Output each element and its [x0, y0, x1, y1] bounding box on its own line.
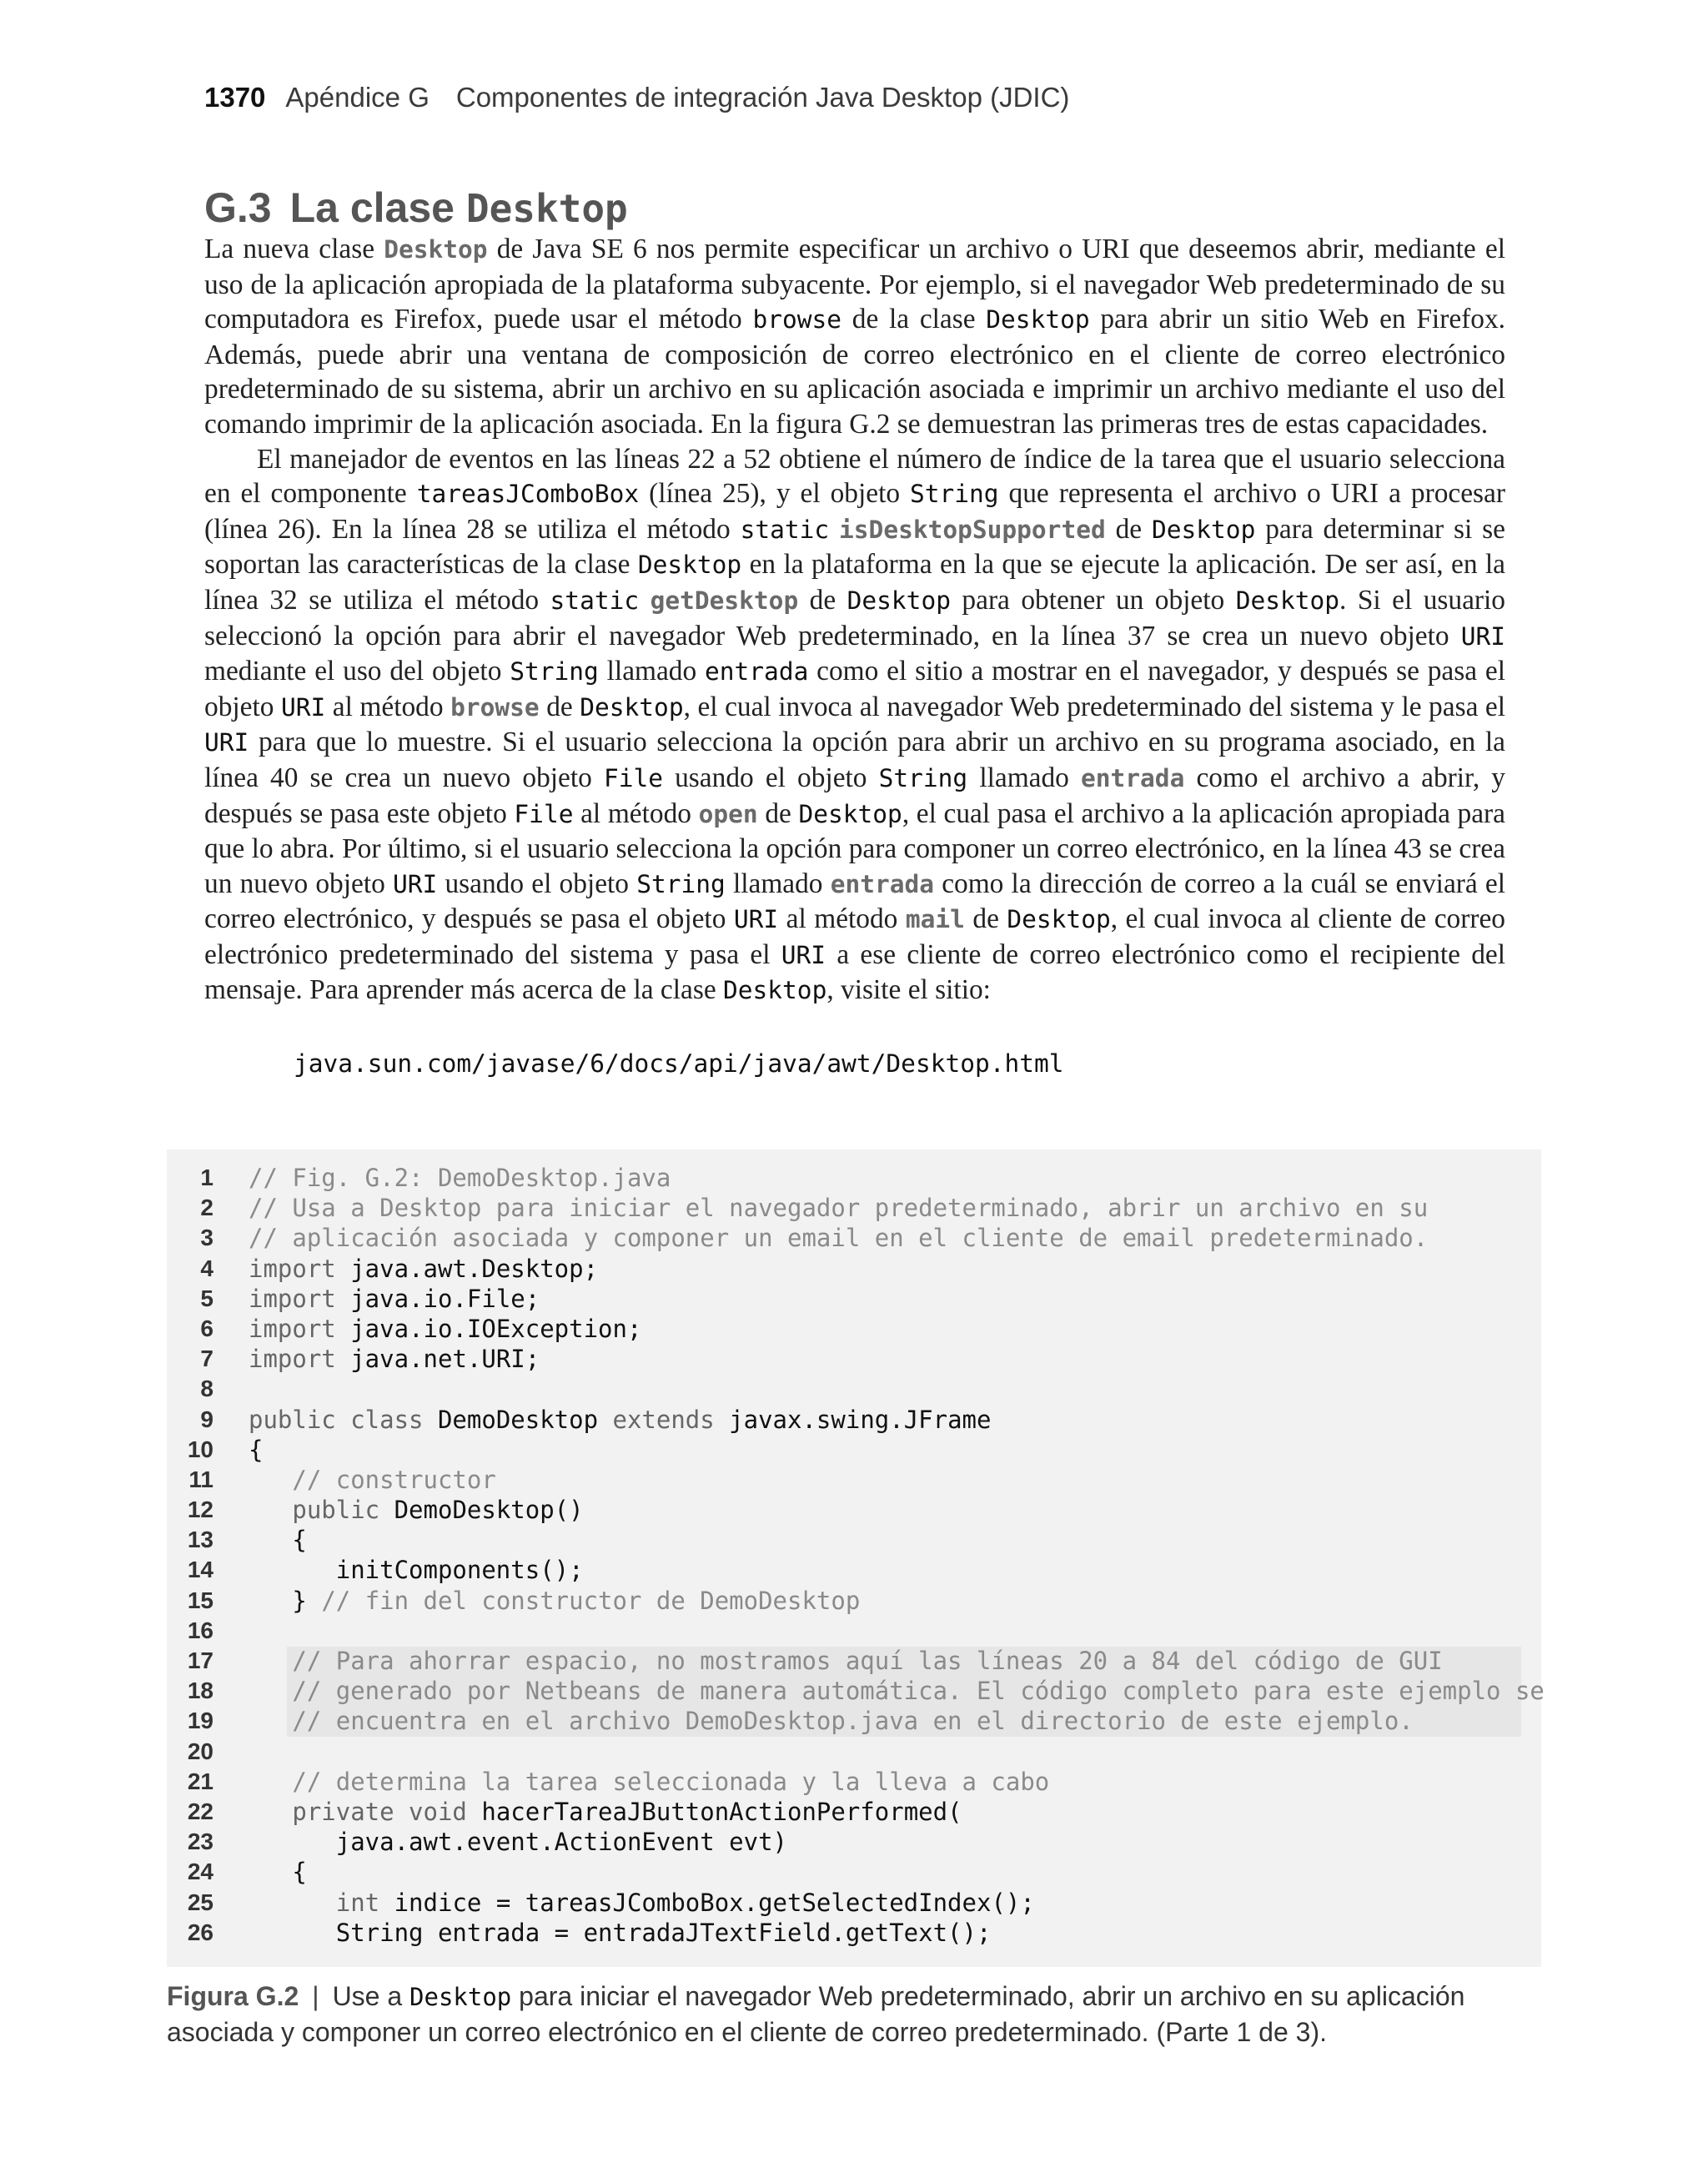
caption-text-after: para iniciar el navegador Web predeterminado, abrir un archivo en su aplicación asociada y componer un correo electrónico en el cliente de correo predeterminado. (Parte 1 de 3).: [167, 1981, 1465, 2047]
inline-code: Desktop: [580, 692, 684, 722]
code-line: [167, 1676, 1545, 1706]
code-line: [167, 1857, 1541, 1887]
reference-url: java.sun.com/javase/6/docs/api/java/awt/Desktop.html: [294, 1049, 1064, 1078]
text-run: al método: [573, 797, 699, 829]
code-line: [167, 1314, 1541, 1344]
text-run: llamado: [725, 868, 831, 899]
inline-code: String: [510, 657, 599, 687]
inline-code: Desktop: [798, 799, 902, 828]
caption-separator: |: [312, 1981, 319, 2011]
code-comment: // Para ahorrar espacio, no mostramos aquí las líneas 20 a 84 del código de GUI: [249, 1647, 1443, 1675]
code-comment: // aplicación asociada y componer un email en el cliente de email predeterminado.: [249, 1224, 1429, 1253]
code-plain: {: [249, 1858, 307, 1887]
section-title-code: Desktop: [465, 186, 628, 231]
text-run: para que lo muestre. Si el usuario selecciona la opción para abrir un archivo en su programa asociado, en la línea 40 se crea un nuevo objeto: [204, 727, 1505, 793]
code-line: [167, 1435, 1541, 1465]
code-plain: indice = tareasJComboBox.getSelectedIndex();: [379, 1888, 1035, 1917]
code-line: [167, 1465, 1541, 1495]
code-comment: // determina la tarea seleccionada y la lleva a cabo: [249, 1767, 1050, 1796]
line-number: 24: [187, 1859, 214, 1885]
code-plain: hacerTareaJButtonActionPerformed(: [466, 1797, 962, 1826]
code-line: [167, 1706, 1541, 1736]
section-heading: [204, 184, 628, 232]
code-text: [249, 1888, 1035, 1918]
code-line: [167, 1827, 1541, 1857]
inline-code: Desktop: [846, 586, 951, 615]
highlighted-code: browse: [450, 692, 540, 722]
text-run: , el cual invoca al cliente de correo electrónico predeterminado del sistema y pasa el: [204, 903, 1505, 970]
highlighted-code: entrada: [830, 869, 935, 898]
line-number: 7: [200, 1346, 214, 1372]
code-line: [167, 1254, 1541, 1284]
code-line: [167, 1193, 1541, 1223]
figure-caption: [167, 1979, 1535, 2050]
code-text: [249, 1223, 1428, 1253]
code-line: [167, 1797, 1541, 1827]
code-keyword: private void: [249, 1797, 467, 1826]
line-number: 15: [187, 1587, 214, 1613]
inline-code: Desktop: [1235, 586, 1340, 615]
text-run: que representa el archivo o URI a procesar (línea 26). En la línea 28 se utiliza el método: [204, 478, 1505, 545]
text-run: para abrir un sitio Web en Firefox. Además, puede abrir una ventana de composición de correo electrónico en el cliente de correo electrónico predeterminado de su sistema, abrir un archivo en su aplicación asociada e imprimir un archivo mediante el uso del comando imprimir de la aplicación asociada. En la figura G.2 se demuestran las primeras tres de estas capacidades.: [204, 304, 1505, 440]
body-paragraph: [204, 232, 1505, 442]
code-comment: // Fig. G.2: DemoDesktop.java: [249, 1164, 671, 1192]
code-text: [249, 1827, 787, 1857]
code-text: [249, 1797, 962, 1827]
text-run: como la dirección de correo a la cuál se enviará el correo electrónico, y después se pasa el objeto: [204, 868, 1505, 935]
text-run: como el sitio a mostrar en el navegador, y después se pasa el objeto: [204, 656, 1505, 722]
chapter-title: Componentes de integración Java Desktop (JDIC): [455, 82, 1070, 113]
code-plain: {: [249, 1435, 264, 1464]
line-number: 6: [200, 1315, 214, 1341]
inline-code: File: [514, 799, 574, 828]
line-number: 10: [187, 1436, 214, 1462]
code-line: [167, 1525, 1541, 1555]
code-text: [249, 1857, 307, 1887]
text-run: usando el objeto: [437, 868, 637, 899]
inline-code: String: [910, 480, 999, 509]
code-plain: String entrada = entradaJTextField.getText();: [249, 1918, 992, 1947]
text-run: El manejador de eventos en las líneas 22 a 52 obtiene el número de índice de la tarea que el usuario selecciona en el componente: [204, 443, 1505, 510]
text-run: [639, 585, 650, 616]
section-title-text: La clase: [289, 184, 455, 231]
inline-code: File: [603, 763, 663, 792]
inline-code: entrada: [705, 657, 809, 687]
code-line: [167, 1555, 1541, 1585]
code-line: [167, 1888, 1541, 1918]
inline-code: URI: [280, 692, 326, 722]
text-run: [829, 514, 839, 545]
code-line: [167, 1344, 1541, 1374]
text-run: al método: [778, 903, 906, 935]
code-text: [249, 1314, 641, 1344]
code-text: [249, 1646, 1443, 1676]
caption-text-before: Use a: [332, 1981, 410, 2011]
text-run: La nueva clase: [204, 234, 384, 264]
code-comment: // Usa a Desktop para iniciar el navegador predeterminado, abrir un archivo en su: [249, 1194, 1429, 1223]
highlighted-code: getDesktop: [650, 586, 799, 615]
inline-code: String: [878, 763, 968, 792]
highlighted-code: isDesktopSupported: [839, 515, 1106, 544]
code-line: [167, 1163, 1541, 1193]
highlighted-code: Desktop: [384, 235, 488, 264]
text-run: para obtener un objeto: [950, 584, 1236, 616]
line-number: 18: [187, 1678, 214, 1704]
text-run: llamado: [598, 656, 706, 687]
inline-code: URI: [204, 728, 249, 757]
text-run: como el archivo a abrir, y después se pasa este objeto: [204, 762, 1505, 829]
inline-code: Desktop: [1007, 905, 1111, 934]
code-listing: [167, 1163, 1545, 1948]
code-keyword: import: [249, 1314, 336, 1343]
code-text: [249, 1163, 671, 1193]
inline-code: String: [636, 869, 726, 898]
code-comment: // generado por Netbeans de manera automática. El código completo para este ejemplo se: [249, 1677, 1545, 1706]
code-plain: DemoDesktop(): [379, 1496, 584, 1525]
page-number: 1370: [204, 82, 266, 113]
code-text: [249, 1586, 860, 1616]
line-number: 25: [187, 1889, 214, 1915]
line-number: 16: [187, 1617, 214, 1643]
text-run: a ese cliente de correo electrónico como el recipiente del mensaje. Para aprender más acerca de la clase: [204, 938, 1505, 1006]
inline-code: browse: [752, 305, 842, 334]
code-keyword: public class: [249, 1405, 424, 1434]
line-number: 3: [200, 1225, 214, 1251]
inline-code: tareasJComboBox: [416, 480, 640, 509]
code-line: [167, 1586, 1541, 1616]
line-number: 26: [187, 1919, 214, 1945]
code-comment: // fin del constructor de DemoDesktop: [321, 1586, 861, 1615]
code-text: [249, 1435, 263, 1465]
appendix-label: Apéndice G: [285, 82, 430, 113]
code-plain: java.io.IOException;: [335, 1314, 642, 1343]
line-number: 1: [200, 1164, 214, 1190]
code-text: [249, 1254, 598, 1284]
inline-code: URI: [1460, 621, 1505, 651]
code-keyword: import: [249, 1254, 336, 1283]
code-plain: javax.swing.JFrame: [714, 1405, 992, 1434]
code-line: [167, 1737, 1541, 1767]
code-text: [249, 1706, 1414, 1736]
code-plain: }: [249, 1586, 322, 1615]
code-plain: {: [249, 1526, 307, 1555]
code-text: [249, 1193, 1428, 1223]
code-line: [167, 1918, 1541, 1948]
code-keyword: import: [249, 1345, 336, 1374]
line-number: 14: [187, 1557, 214, 1583]
inline-code: static: [740, 515, 830, 544]
text-run: de: [757, 797, 799, 829]
code-text: [249, 1284, 540, 1314]
code-text: [249, 1465, 496, 1495]
text-run: mediante el uso del objeto: [204, 656, 510, 687]
line-number: 2: [200, 1195, 214, 1221]
text-run: de: [1105, 513, 1152, 545]
code-line: [167, 1495, 1541, 1525]
code-text: [249, 1525, 307, 1555]
code-text: [249, 1918, 991, 1948]
line-number: 22: [187, 1798, 214, 1824]
line-number: 12: [187, 1496, 214, 1523]
code-plain: initComponents();: [249, 1556, 584, 1585]
code-text: [249, 1676, 1545, 1706]
highlighted-code: mail: [905, 905, 965, 934]
code-comment: // constructor: [249, 1465, 496, 1494]
text-run: de la clase: [841, 304, 987, 335]
text-run: usando el objeto: [663, 762, 879, 793]
line-number: 19: [187, 1708, 214, 1734]
line-number: 21: [187, 1768, 214, 1794]
code-text: [249, 1767, 1049, 1797]
text-run: llamado: [967, 762, 1081, 793]
code-keyword: import: [249, 1284, 336, 1313]
code-line: [167, 1616, 1541, 1646]
code-line: [167, 1374, 1541, 1404]
code-keyword: extends: [612, 1405, 715, 1434]
inline-code: static: [550, 586, 640, 615]
line-number: 23: [187, 1828, 214, 1855]
inline-code: URI: [733, 905, 779, 934]
text-run: , visite el sitio:: [826, 974, 991, 1006]
code-plain: java.awt.Desktop;: [335, 1254, 599, 1283]
caption-code: Desktop: [409, 1983, 512, 2011]
text-run: de: [798, 584, 847, 616]
code-plain: DemoDesktop: [423, 1405, 613, 1434]
line-number: 20: [187, 1738, 214, 1764]
code-text: [249, 1405, 991, 1435]
code-keyword: public: [249, 1496, 380, 1525]
body-paragraph: [204, 442, 1505, 1009]
code-plain: java.awt.event.ActionEvent evt): [249, 1828, 788, 1857]
text-run: (línea 25), y el objeto: [639, 478, 910, 510]
code-plain: java.io.File;: [335, 1284, 540, 1313]
code-text: [249, 1555, 584, 1585]
inline-code: URI: [393, 869, 438, 898]
figure-label: Figura G.2: [167, 1981, 299, 2011]
highlighted-code: entrada: [1081, 763, 1185, 792]
text-run: de: [964, 903, 1007, 935]
code-line: [167, 1646, 1541, 1676]
body-text: [204, 232, 1505, 1009]
inline-code: Desktop: [1152, 515, 1256, 544]
code-line: [167, 1223, 1541, 1253]
line-number: 11: [188, 1466, 214, 1492]
line-number: 17: [187, 1647, 214, 1673]
highlighted-code: open: [698, 799, 758, 828]
inline-code: URI: [781, 940, 826, 969]
code-line: [167, 1284, 1541, 1314]
line-number: 4: [200, 1255, 214, 1281]
text-run: al método: [325, 691, 451, 722]
text-run: en la plataforma en la que se ejecute la aplicación. De ser así, en la línea 32 se utiliza el método: [204, 549, 1506, 616]
line-number: 8: [200, 1376, 214, 1402]
inline-code: Desktop: [723, 976, 827, 1005]
text-run: de: [539, 691, 580, 722]
code-line: [167, 1767, 1541, 1797]
code-text: [249, 1495, 584, 1525]
text-run: para determinar si se soportan las características de la clase: [204, 513, 1505, 581]
line-number: 5: [200, 1285, 214, 1311]
code-text: [249, 1344, 540, 1374]
inline-code: Desktop: [637, 551, 742, 580]
text-run: , el cual pasa el archivo a la aplicación apropiada para que lo abra. Por último, si el usuario selecciona la opción para componer un correo electrónico, en la línea 43 se crea un nuevo objeto: [204, 797, 1505, 899]
text-run: . Si el usuario seleccionó la opción para abrir el navegador Web predeterminado, en la línea 37 se crea un nuevo objeto: [204, 584, 1505, 651]
code-comment: // encuentra en el archivo DemoDesktop.java en el directorio de este ejemplo.: [249, 1707, 1414, 1736]
code-plain: java.net.URI;: [335, 1345, 540, 1374]
code-line: [167, 1405, 1541, 1435]
inline-code: Desktop: [986, 305, 1090, 334]
text-run: de Java SE 6 nos permite especificar un archivo o URI que deseemos abrir, mediante el uso de la aplicación apropiada de la plataforma subyacente. Por ejemplo, si el navegador Web predeterminado de su computadora es Firefox, puede usar el método: [204, 234, 1506, 335]
text-run: , el cual invoca al navegador Web predeterminado del sistema y le pasa el: [683, 691, 1506, 722]
section-number: G.3: [204, 184, 272, 231]
code-keyword: int: [249, 1888, 380, 1917]
running-header: [204, 82, 1069, 113]
line-number: 13: [187, 1527, 214, 1553]
line-number: 9: [200, 1406, 214, 1432]
